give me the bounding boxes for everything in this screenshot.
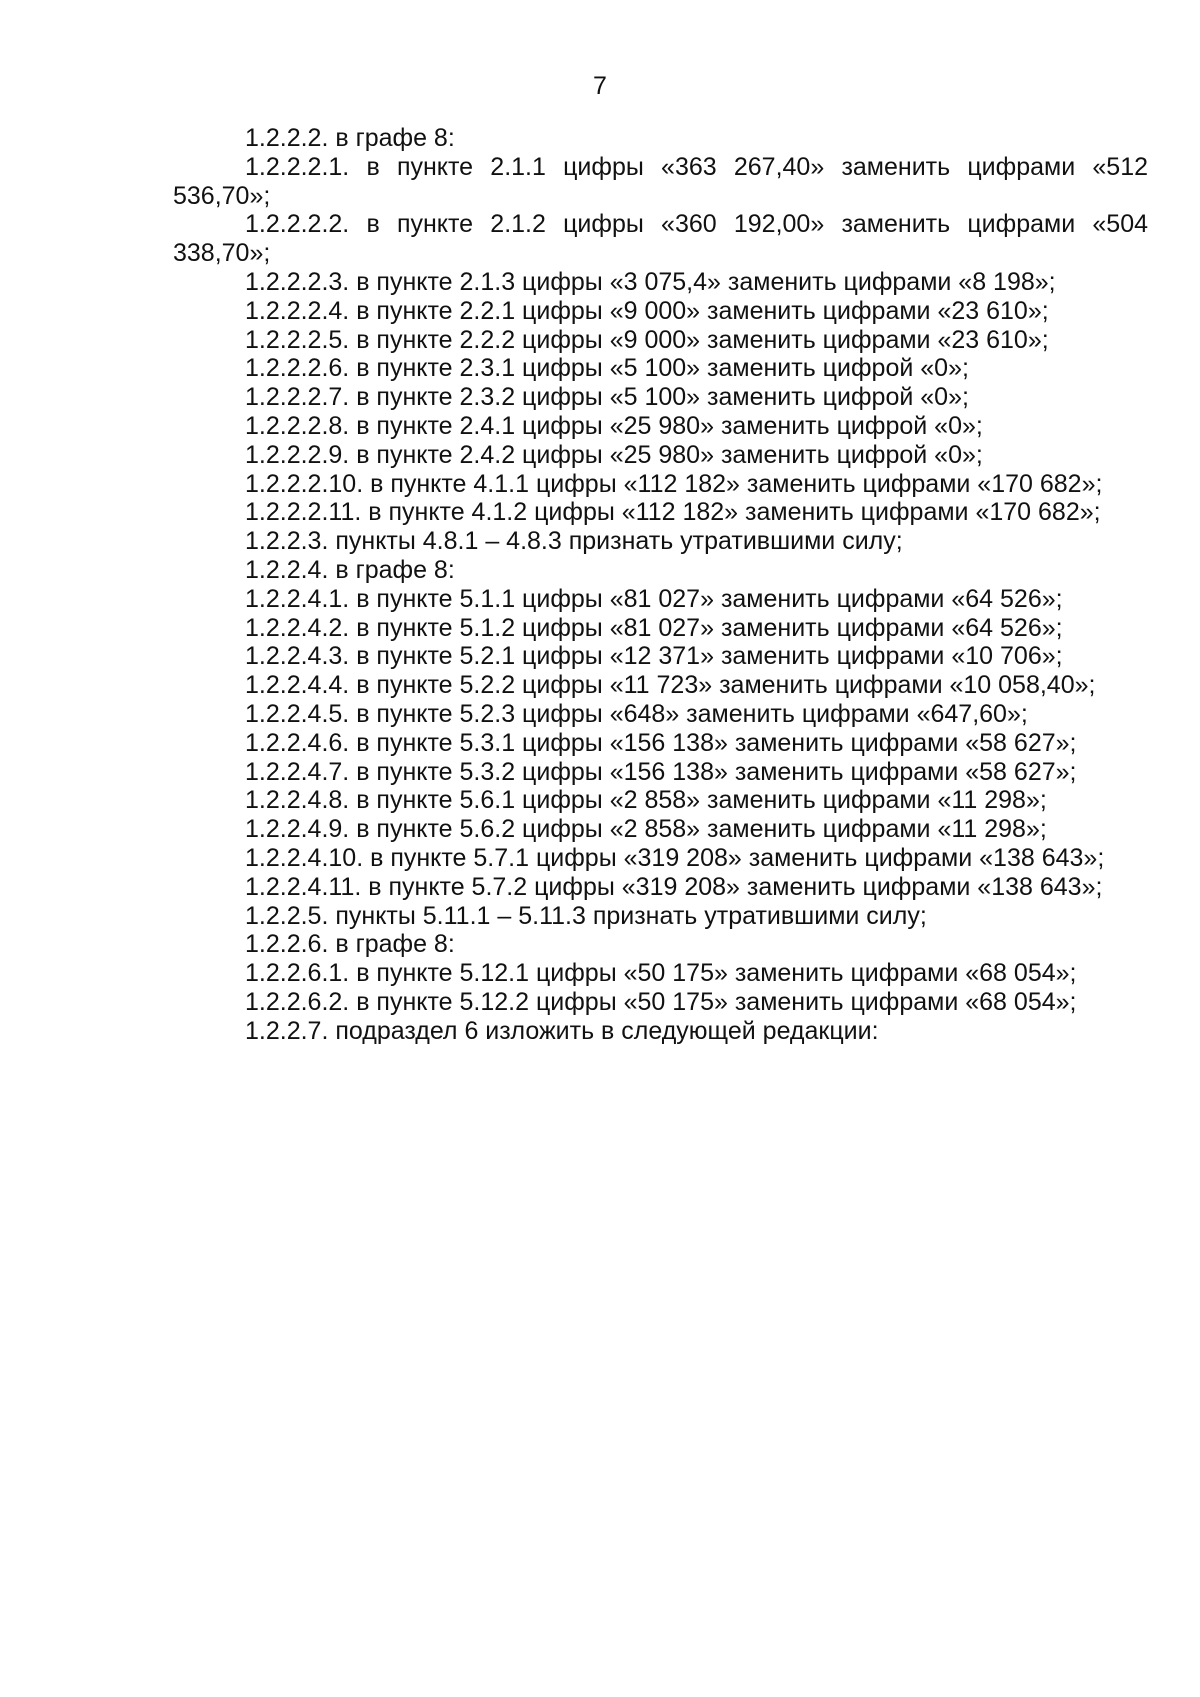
paragraph: 1.2.2.4.8. в пункте 5.6.1 цифры «2 858» заменить цифрами «11 298»;: [245, 786, 1047, 815]
paragraph: 1.2.2.2.6. в пункте 2.3.1 цифры «5 100» заменить цифрой «0»;: [245, 354, 969, 383]
paragraph: 1.2.2.2.4. в пункте 2.2.1 цифры «9 000» заменить цифрами «23 610»;: [245, 296, 1049, 325]
paragraph: 1.2.2.2.10. в пункте 4.1.1 цифры «112 182» заменить цифрами «170 682»;: [245, 469, 1103, 498]
paragraph: 1.2.2.2.2. в пункте 2.1.2 цифры «360 192,00» заменить цифрами «504 338,70»;: [173, 210, 1148, 268]
paragraph: 1.2.2.2.3. в пункте 2.1.3 цифры «3 075,4» заменить цифрами «8 198»;: [245, 267, 1056, 296]
paragraph: 1.2.2.6. в графе 8:: [245, 930, 455, 959]
paragraph: 1.2.2.5. пункты 5.11.1 – 5.11.3 признать утратившими силу;: [245, 901, 927, 930]
page-number: 7: [593, 72, 607, 100]
paragraph: 1.2.2.4.4. в пункте 5.2.2 цифры «11 723» заменить цифрами «10 058,40»;: [245, 671, 1096, 700]
paragraph: 1.2.2.7. подраздел 6 изложить в следующей редакции:: [245, 1016, 879, 1045]
paragraph: 1.2.2.2.8. в пункте 2.4.1 цифры «25 980» заменить цифрой «0»;: [245, 411, 983, 440]
paragraph: 1.2.2.2.5. в пункте 2.2.2 цифры «9 000» заменить цифрами «23 610»;: [245, 325, 1049, 354]
paragraph: 1.2.2.4.1. в пункте 5.1.1 цифры «81 027» заменить цифрами «64 526»;: [245, 584, 1063, 613]
paragraph: 1.2.2.4.7. в пункте 5.3.2 цифры «156 138» заменить цифрами «58 627»;: [245, 757, 1077, 786]
paragraph: 1.2.2.2. в графе 8:: [245, 124, 455, 152]
paragraph: 1.2.2.6.1. в пункте 5.12.1 цифры «50 175» заменить цифрами «68 054»;: [245, 959, 1077, 988]
paragraph: 1.2.2.4.3. в пункте 5.2.1 цифры «12 371» заменить цифрами «10 706»;: [245, 642, 1063, 671]
paragraph: 1.2.2.6.2. в пункте 5.12.2 цифры «50 175» заменить цифрами «68 054»;: [245, 987, 1077, 1016]
paragraph: 1.2.2.4.5. в пункте 5.2.3 цифры «648» заменить цифрами «647,60»;: [245, 699, 1028, 728]
paragraph: 1.2.2.2.9. в пункте 2.4.2 цифры «25 980» заменить цифрой «0»;: [245, 440, 983, 469]
paragraph: 1.2.2.2.1. в пункте 2.1.1 цифры «363 267,40» заменить цифрами «512 536,70»;: [173, 152, 1148, 210]
document-body: [173, 124, 1148, 1046]
paragraph: 1.2.2.4.11. в пункте 5.7.2 цифры «319 208» заменить цифрами «138 643»;: [245, 872, 1103, 901]
paragraph: 1.2.2.4.10. в пункте 5.7.1 цифры «319 208» заменить цифрами «138 643»;: [245, 843, 1105, 872]
paragraph: 1.2.2.4.2. в пункте 5.1.2 цифры «81 027» заменить цифрами «64 526»;: [245, 613, 1063, 642]
paragraph: 1.2.2.4. в графе 8:: [245, 555, 455, 584]
paragraph: 1.2.2.3. пункты 4.8.1 – 4.8.3 признать утратившими силу;: [245, 527, 903, 556]
paragraph: 1.2.2.2.11. в пункте 4.1.2 цифры «112 182» заменить цифрами «170 682»;: [245, 498, 1101, 527]
paragraph: 1.2.2.4.9. в пункте 5.6.2 цифры «2 858» заменить цифрами «11 298»;: [245, 815, 1047, 844]
paragraph: 1.2.2.2.7. в пункте 2.3.2 цифры «5 100» заменить цифрой «0»;: [245, 383, 969, 412]
paragraph: 1.2.2.4.6. в пункте 5.3.1 цифры «156 138» заменить цифрами «58 627»;: [245, 728, 1077, 757]
